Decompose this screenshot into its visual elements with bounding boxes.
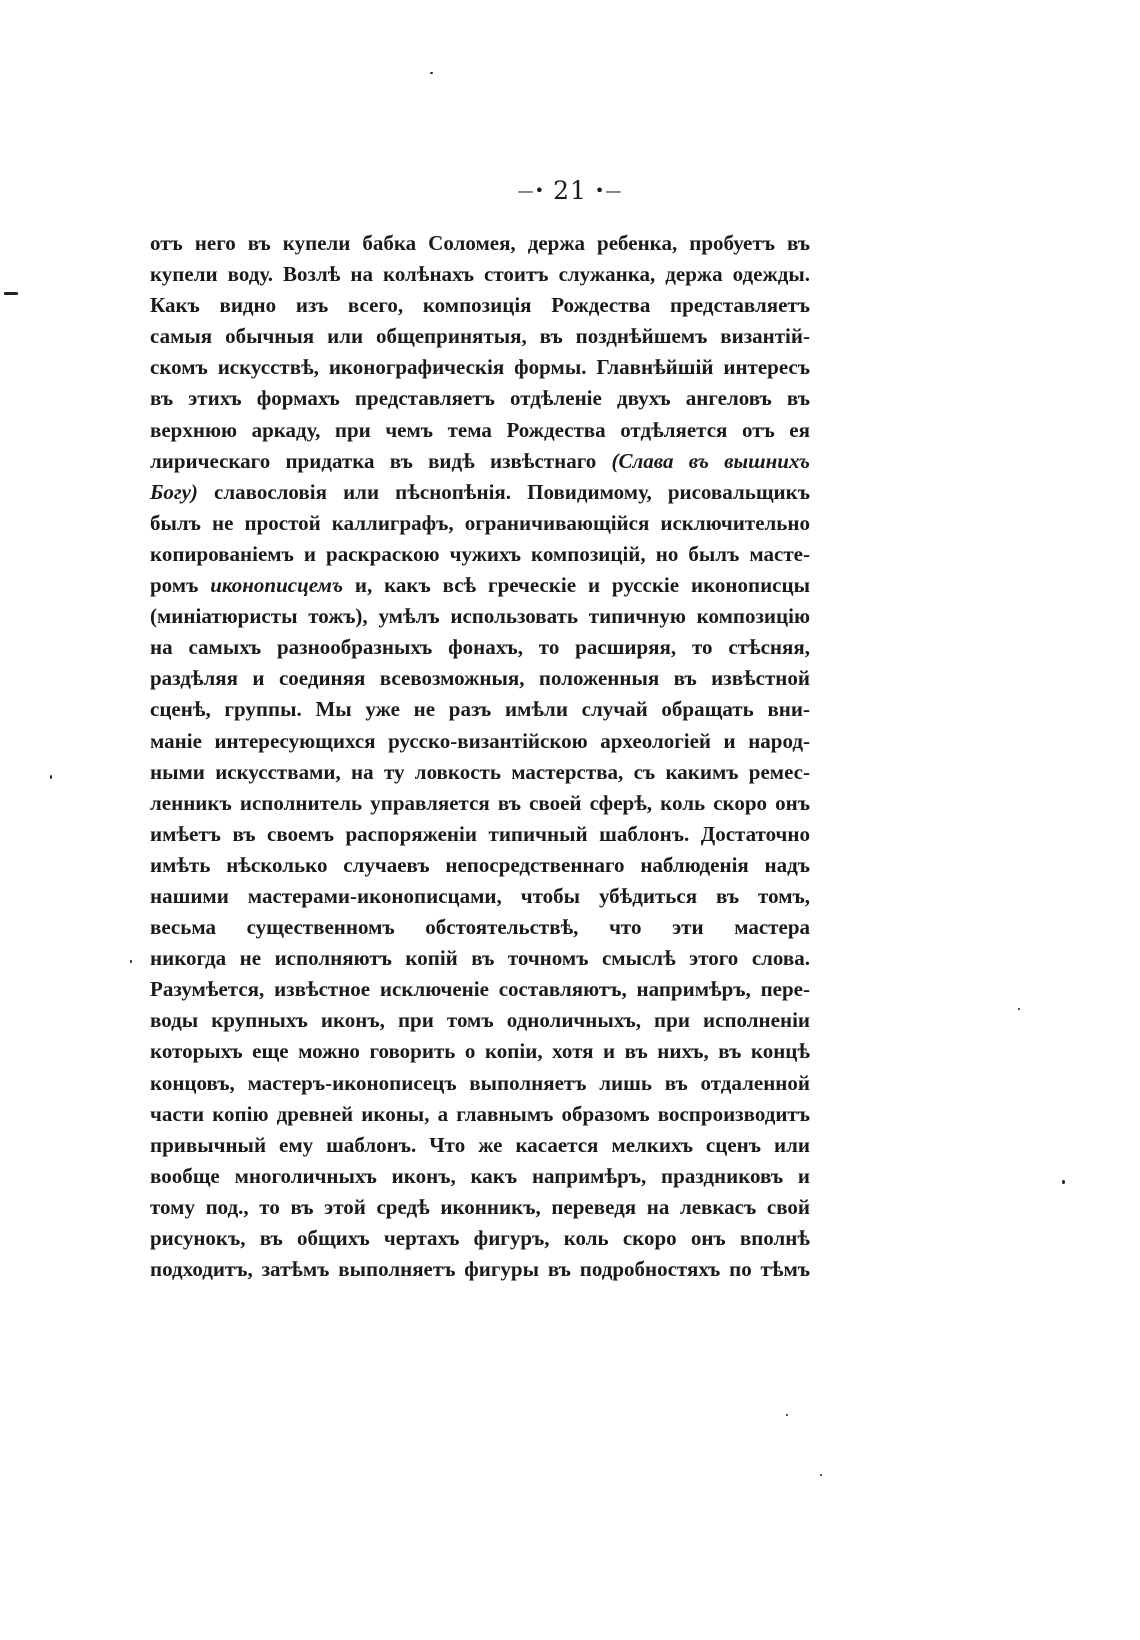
text-run: скомъ искусствѣ, иконографическія формы. Главнѣйшій интересъ <box>150 355 810 380</box>
speck <box>50 775 52 779</box>
text-run: ромъ <box>150 573 211 598</box>
text-line <box>150 415 810 446</box>
text-run: части копію древней иконы, а главнымъ образомъ воспроизводитъ <box>150 1101 810 1126</box>
italic-phrase: Богу) <box>150 479 198 504</box>
text-line <box>150 539 810 570</box>
text-line <box>150 1005 810 1036</box>
text-run: привычный ему шаблонъ. Что же касается мелкихъ сценъ или <box>150 1132 810 1157</box>
text-line <box>150 228 810 259</box>
text-line <box>150 974 810 1005</box>
text-run: копированіемъ и раскраскою чужихъ композицій, но былъ масте- <box>150 541 810 566</box>
text-line <box>150 1130 810 1161</box>
text-run: въ этихъ формахъ представляетъ отдѣленіе двухъ ангеловъ въ <box>150 386 810 411</box>
text-run: ными искусствами, на ту ловкость мастерства, съ какимъ ремес- <box>150 759 810 784</box>
text-run: весьма существенномъ обстоятельствѣ, что эти мастера <box>150 915 810 940</box>
text-run: раздѣляя и соединяя всевозможныя, положенныя въ извѣстной <box>150 666 810 691</box>
speck <box>1018 1008 1020 1010</box>
text-line <box>150 788 810 819</box>
italic-phrase: иконописцемъ <box>210 573 344 598</box>
text-line <box>150 726 810 757</box>
page-number-header <box>0 176 1140 208</box>
text-run: подходитъ, затѣмъ выполняетъ фигуры въ подробностяхъ по тѣмъ <box>150 1257 810 1282</box>
text-line <box>150 321 810 352</box>
text-line <box>150 477 810 508</box>
text-run: ленникъ исполнитель управляется въ своей сферѣ, коль скоро онъ <box>150 790 810 815</box>
text-run: славословія или пѣснопѣнія. Повидимому, рисовальщикъ <box>197 479 810 504</box>
text-run: самыя обычныя или общепринятыя, въ позднѣйшемъ византій- <box>150 324 810 349</box>
ornament-left: —• <box>517 180 546 200</box>
text-line <box>150 1099 810 1130</box>
text-run: и, какъ всѣ греческіе и русскіе иконописцы <box>343 573 811 598</box>
text-line <box>150 1036 810 1067</box>
page-number: 21 <box>553 176 587 205</box>
text-run: Разумѣется, извѣстное исключеніе составляютъ, напримѣръ, пере- <box>150 977 810 1002</box>
text-run: имѣетъ въ своемъ распоряженіи типичный шаблонъ. Достаточно <box>150 821 810 846</box>
text-line <box>150 383 810 414</box>
text-line <box>150 694 810 725</box>
text-run: которыхъ еще можно говорить о копіи, хотя и въ нихъ, въ концѣ <box>150 1039 810 1064</box>
text-run: концовъ, мастеръ-иконописецъ выполняетъ лишь въ отдаленной <box>150 1070 810 1095</box>
text-run: лирическаго придатка въ видѣ извѣстнаго <box>150 448 612 473</box>
text-line <box>150 1161 810 1192</box>
text-line <box>150 819 810 850</box>
text-line <box>150 570 810 601</box>
body-text <box>150 228 810 1285</box>
text-line <box>150 601 810 632</box>
text-line <box>150 352 810 383</box>
text-run: (миніатюристы тожъ), умѣлъ использовать типичную композицію <box>150 604 810 629</box>
text-line <box>150 1254 810 1285</box>
text-line <box>150 850 810 881</box>
text-run: сценѣ, группы. Мы уже не разъ имѣли случай обращать вни- <box>150 697 810 722</box>
speck <box>430 72 433 74</box>
text-line <box>150 881 810 912</box>
text-line <box>150 632 810 663</box>
speck <box>1062 1180 1065 1184</box>
text-line <box>150 290 810 321</box>
text-line <box>150 446 810 477</box>
text-line <box>150 943 810 974</box>
text-run: имѣть нѣсколько случаевъ непосредственнаго наблюденія надъ <box>150 852 810 877</box>
text-run: тому под., то въ этой средѣ иконникъ, переведя на левкасъ свой <box>150 1194 810 1219</box>
text-run: маніе интересующихся русско-византійскою археологіей и народ- <box>150 728 810 753</box>
text-run: рисунокъ, въ общихъ чертахъ фигуръ, коль скоро онъ вполнѣ <box>150 1226 810 1250</box>
text-line <box>150 1068 810 1099</box>
text-run: Какъ видно изъ всего, композиція Рождества представляетъ <box>150 293 810 318</box>
text-run: купели воду. Возлѣ на колѣнахъ стоитъ служанка, держа одежды. <box>150 262 810 287</box>
text-line <box>150 1223 810 1254</box>
text-run: верхнюю аркаду, при чемъ тема Рождества отдѣляется отъ ея <box>150 417 810 442</box>
text-line <box>150 912 810 943</box>
text-line <box>150 757 810 788</box>
margin-mark <box>4 292 18 295</box>
text-run: нашими мастерами-иконописцами, чтобы убѣдиться въ томъ, <box>150 883 810 908</box>
text-run: отъ него въ купели бабка Соломея, держа ребенка, пробуетъ въ <box>150 231 810 255</box>
text-line <box>150 1192 810 1223</box>
text-run: воды крупныхъ иконъ, при томъ одноличныхъ, при исполненіи <box>150 1008 810 1033</box>
text-line <box>150 663 810 694</box>
speck <box>786 1414 788 1416</box>
text-run: былъ не простой каллиграфъ, ограничивающійся исключительно <box>150 510 810 535</box>
ornament-right: •— <box>594 180 623 200</box>
text-line <box>150 259 810 290</box>
speck <box>130 960 132 963</box>
text-run: никогда не исполняютъ копій въ точномъ смыслѣ этого слова. <box>150 946 810 971</box>
text-line <box>150 508 810 539</box>
text-run: вообще многоличныхъ иконъ, какъ напримѣръ, праздниковъ и <box>150 1163 810 1188</box>
speck <box>820 1474 822 1476</box>
italic-phrase: (Слава въ вышнихъ <box>611 448 810 473</box>
text-run: на самыхъ разнообразныхъ фонахъ, то расширяя, то стѣсняя, <box>150 635 810 660</box>
